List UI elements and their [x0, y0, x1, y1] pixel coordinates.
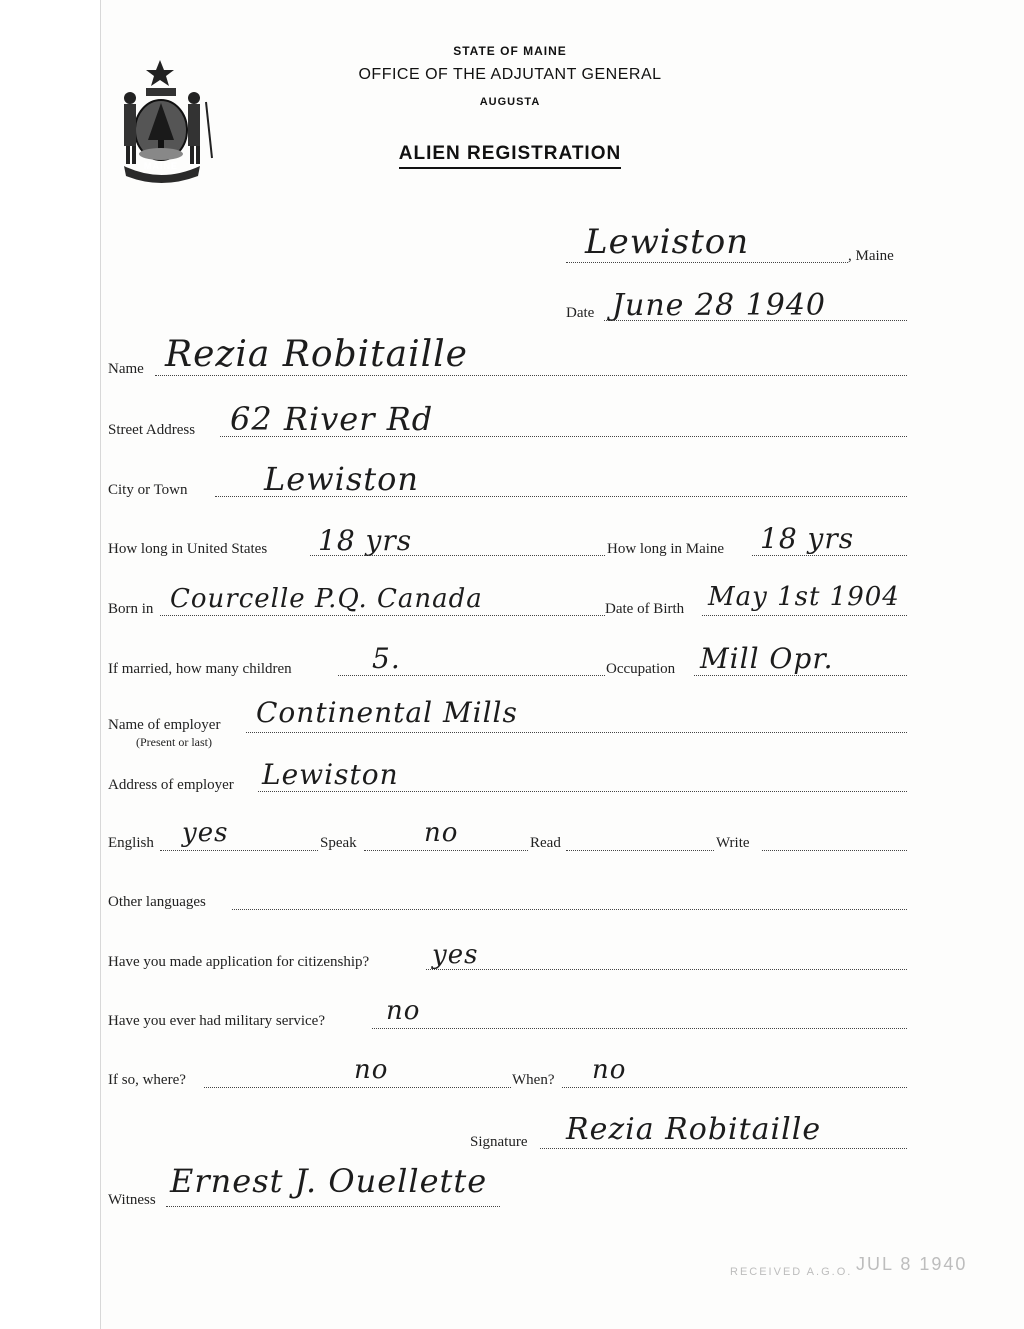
form-title-text: ALIEN REGISTRATION	[399, 143, 621, 169]
occupation-value[interactable]: Mill Opr.	[700, 642, 834, 675]
office-heading: OFFICE OF THE ADJUTANT GENERAL	[358, 66, 662, 83]
when-label: When?	[512, 1072, 555, 1088]
born-in-line	[160, 615, 605, 616]
children-value[interactable]: 5.	[372, 642, 401, 675]
street-label: Street Address	[108, 422, 196, 438]
born-in-label: Born in	[108, 601, 154, 617]
state-seal-icon	[110, 58, 220, 183]
english-label: English	[108, 835, 154, 851]
employer-line	[246, 732, 907, 733]
name-value[interactable]: Rezia Robitaille	[165, 334, 468, 375]
name-label: Name	[108, 361, 144, 377]
other-languages-label: Other languages	[108, 894, 206, 910]
speak-line	[364, 850, 528, 851]
english-value[interactable]: yes	[182, 818, 229, 848]
read-label: Read	[530, 835, 561, 851]
employer-address-line	[258, 791, 907, 792]
dob-label: Date of Birth	[605, 601, 685, 617]
where-line	[204, 1087, 511, 1088]
witness-line	[166, 1206, 500, 1207]
how-long-maine-value[interactable]: 18 yrs	[760, 522, 855, 555]
children-label: If married, how many children	[108, 661, 292, 677]
how-long-us-label: How long in United States	[108, 541, 268, 557]
witness-label: Witness	[108, 1192, 156, 1208]
received-stamp-date: JUL 8 1940	[856, 1254, 968, 1274]
street-line	[220, 436, 907, 437]
signature-value[interactable]: Rezia Robitaille	[566, 1112, 822, 1147]
where-label: If so, where?	[108, 1072, 186, 1088]
city-heading: AUGUSTA	[479, 96, 541, 108]
born-in-value[interactable]: Courcelle P.Q. Canada	[170, 584, 483, 614]
employer-address-label: Address of employer	[108, 777, 234, 793]
employer-note: (Present or last)	[136, 735, 212, 749]
how-long-us-value[interactable]: 18 yrs	[318, 524, 413, 557]
occupation-line	[694, 675, 907, 676]
seal-banner-text: MAINE	[144, 161, 178, 171]
received-stamp: RECEIVED A.G.O.	[730, 1266, 853, 1278]
speak-label: Speak	[320, 835, 357, 851]
place-line	[566, 262, 848, 263]
name-line	[155, 375, 907, 376]
city-label: City or Town	[108, 482, 188, 498]
other-languages-line	[232, 909, 907, 910]
city-line	[215, 496, 907, 497]
when-value[interactable]: no	[592, 1055, 627, 1085]
form-title	[330, 143, 690, 165]
how-long-maine-line	[752, 555, 907, 556]
military-value[interactable]: no	[386, 996, 421, 1026]
employer-address-value[interactable]: Lewiston	[262, 758, 399, 791]
occupation-label: Occupation	[606, 661, 676, 677]
date-value[interactable]: June 28 1940	[612, 288, 827, 323]
employer-label: Name of employer	[108, 717, 221, 733]
children-line	[338, 675, 605, 676]
write-label: Write	[716, 835, 750, 851]
date-line	[604, 320, 907, 321]
read-line	[566, 850, 714, 851]
witness-value[interactable]: Ernest J. Ouellette	[170, 1162, 488, 1200]
citizenship-label: Have you made application for citizenship?	[108, 954, 370, 970]
how-long-us-line	[310, 555, 605, 556]
maine-label: , Maine	[848, 248, 894, 264]
when-line	[562, 1087, 907, 1088]
citizenship-line	[426, 969, 907, 970]
citizenship-value[interactable]: yes	[432, 940, 479, 970]
state-heading: STATE OF MAINE	[453, 44, 567, 58]
english-line	[160, 850, 318, 851]
street-value[interactable]: 62 River Rd	[230, 400, 434, 438]
signature-line	[540, 1148, 907, 1149]
date-label: Date	[566, 305, 595, 321]
dob-line	[702, 615, 907, 616]
city-value[interactable]: Lewiston	[264, 460, 419, 498]
place-value[interactable]: Lewiston	[585, 222, 750, 262]
how-long-maine-label: How long in Maine	[607, 541, 725, 557]
write-line	[762, 850, 907, 851]
where-value[interactable]: no	[354, 1055, 389, 1085]
military-line	[372, 1028, 907, 1029]
signature-label: Signature	[470, 1134, 528, 1150]
military-label: Have you ever had military service?	[108, 1013, 325, 1029]
speak-value[interactable]: no	[424, 818, 459, 848]
dob-value[interactable]: May 1st 1904	[708, 582, 900, 612]
employer-value[interactable]: Continental Mills	[256, 696, 518, 729]
